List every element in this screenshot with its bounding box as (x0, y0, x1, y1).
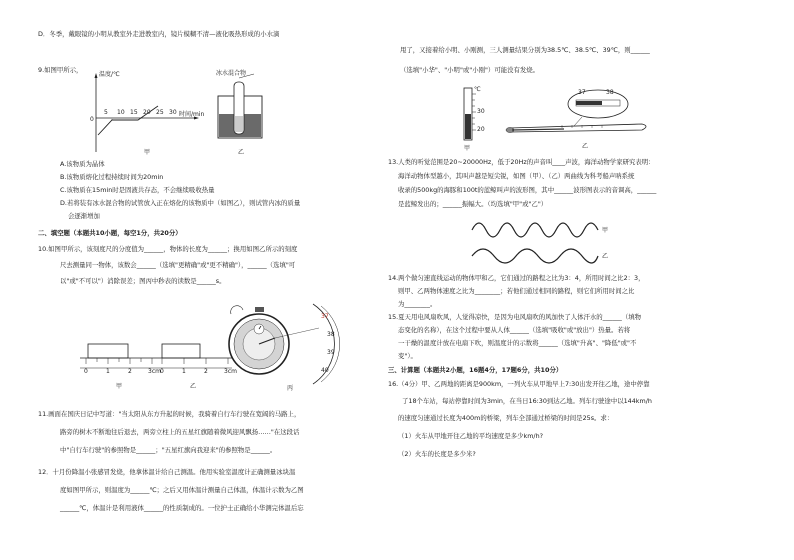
q9-graph-caption: 甲 (144, 149, 151, 156)
ruler-jia (78, 340, 161, 390)
tick-20: 20 (143, 109, 151, 116)
q14-line-2: 则甲、乙两物体速度之比为________；若他们通过相同的路程，则它们所用时间之比 (398, 287, 635, 295)
ruler-yi-0: 0 (160, 368, 164, 375)
crown (255, 307, 264, 312)
scale-39: 39 (327, 349, 335, 356)
y-arrow-icon (95, 73, 98, 78)
ruler-jia-3: 3cm (148, 368, 161, 375)
thermo-jia-20: 20 (477, 126, 485, 133)
q15-line-1: 15.夏天用电风扇吹风，人觉得凉快，是因为电风扇吹的风加快了人体汗水的______（填物 (388, 313, 642, 321)
ruler-jia-0: 0 (84, 368, 88, 375)
q11-line-2: 路旁的树木不断地往后退去，两旁立柱上的五星红旗随着微风迎风飘扬……"在这段话 (60, 428, 300, 436)
q9-stem: 9.如图甲所示， (38, 66, 83, 74)
q16-sub-2: （2）火车的长度是多少米? (398, 450, 476, 458)
q13-line-2: 海洋动物体型越小，其叫声越是短尖锐，如图（甲）、（乙）两曲线为科考船声呐系统 (398, 172, 635, 180)
q15-line-4: 变"）。 (398, 352, 417, 360)
q16-line-3: 的速度匀速通过长度为400m的桥梁，列车全部通过桥梁的时间是25s。求： (398, 414, 614, 422)
ruler-jia-1: 1 (106, 368, 110, 375)
q14-line-1: 14.两个做匀速直线运动的物体甲和乙，它们通过的路程之比为3：4，所用时间之比2：3， (388, 274, 645, 282)
ruler-yi-2: 2 (204, 368, 208, 375)
thermo-jia-unit: ℃ (474, 86, 481, 93)
q10-line-3: 以"或"不可以"）消除误差；图丙中秒表的读数是______s。 (60, 277, 226, 285)
q15-line-2: 态变化的名称），在这个过程中要从人体______（选填"吸收"或"放出"）热量。若将 (398, 326, 631, 334)
ruler-yi-3: 3cm (224, 368, 237, 375)
q9-ylabel: 温度/℃ (99, 71, 120, 78)
q10-line-2: 尺去测量同一物体，该数会______（选填"更精确"或"更不精确"），______（选填"可 (60, 261, 296, 269)
q9-option-d: D.若将装有冰水混合物的试管放入正在熔化的该物质中（如图乙），则试管内冰的质量 (60, 199, 301, 207)
q13-line-1: 13.人类的听觉范围是20~20000Hz，低于20Hz的声音叫____声波，海洋动物学家研究表明： (388, 158, 655, 166)
scale-40: 40 (321, 367, 329, 374)
magnified-liquid (576, 101, 602, 105)
object-block (88, 344, 128, 358)
q13-line-4: 是蓝鲸发出的；______振幅大。（均选填"甲"或"乙"） (398, 200, 548, 208)
button-left (231, 306, 243, 314)
wave-yi (472, 249, 598, 263)
stopwatch (223, 298, 343, 396)
q9-option-c: C.该物质在15min时是固液共存态，不会继续吸收热量 (60, 186, 215, 194)
thermo-yi-38: 38 (606, 89, 614, 96)
tick-25: 25 (156, 109, 164, 116)
q9-option-b: B.该物质熔化过程持续时间为20min (60, 173, 164, 181)
tick-0: 0 (90, 116, 94, 123)
q16-line-2: 了18个车站，每站停靠时间为3min，在当日16:30到达乙地。列车行驶途中以144km/h (402, 397, 652, 405)
thermometer-jia (450, 84, 490, 154)
q9-graph (84, 68, 214, 158)
tick-10: 10 (117, 109, 125, 116)
tick-5: 5 (104, 109, 108, 116)
clinical-thermometer (510, 124, 646, 132)
stopwatch-caption: 丙 (287, 385, 294, 392)
wave-jia (472, 223, 598, 237)
q12-cont-line-1: 甩了，又接着给小明、小刚测，三人测量结果分别为38.5℃、38.5℃、39℃，则______ (400, 46, 650, 54)
waveforms (470, 218, 630, 268)
beaker-label: 冰水混合物 (216, 70, 247, 77)
beaker-caption: 乙 (238, 149, 245, 156)
q12-line-3: ______℃，体温计是利用液体______的性质制成的。一位护士正确给小华测完体温后忘 (60, 504, 304, 512)
ruler-ticks (162, 358, 228, 364)
q12-line-2: 度如图甲所示，则温度为______℃；之后又用体温计测量自己体温，体温计示数为乙图 (60, 486, 304, 494)
q9-xlabel: 时间/min (179, 111, 205, 118)
q9-beaker-figure (206, 68, 276, 158)
thermo-jia-caption: 甲 (464, 145, 471, 152)
q12-cont-line-2: （选填"小华"、"小明"或"小刚"）可能没有发烧。 (400, 66, 540, 74)
ruler-yi-1: 1 (182, 368, 186, 375)
object-block (162, 344, 200, 358)
tick-30: 30 (169, 109, 177, 116)
wave-label-yi: 乙 (602, 253, 609, 260)
q13-line-3: 收录的500kg的海豚和100t的蓝鲸叫声的波形图，其中______波形图表示的音调高，______ (398, 186, 657, 194)
ruler-jia-2: 2 (128, 368, 132, 375)
q14-line-3: 为________。 (398, 300, 437, 308)
q15-line-3: 一干燥的温度计放在电扇下吹，则温度计的示数将______（选填"升高"、"降低"或"不 (398, 339, 637, 347)
thermo-ticks (472, 94, 476, 130)
scale-38: 38 (327, 331, 335, 338)
scale-37: 37 (321, 313, 329, 320)
q16-sub-1: （1）火车从甲地开往乙地的平均速度是多少km/h? (398, 432, 544, 440)
ruler-yi (154, 340, 237, 390)
thermo-yi-caption: 乙 (582, 143, 589, 150)
tube-content (235, 116, 243, 132)
ruler-ticks (86, 358, 152, 364)
thermo-liquid (465, 114, 471, 139)
wave-label-jia: 甲 (602, 227, 609, 234)
tick-15: 15 (130, 109, 138, 116)
q9-option-d-cont: 会逐渐增加 (68, 212, 100, 220)
thermo-jia-30: 30 (477, 108, 485, 115)
beaker-svg (206, 68, 276, 158)
q8-option-d: D．冬季，戴眼镜的小明从教室外走进教室内，镜片模糊不清—液化吸热形成的小水滴 (38, 30, 280, 38)
q12-line-1: 12．十月份降温小张感冒发烧，他拿体温计给自己测温。他用实验室温度计正确测量冰块温 (38, 468, 296, 476)
bubble-tail (574, 117, 582, 126)
q9-option-a: A.该物质为晶体 (60, 160, 105, 168)
leader-line (239, 74, 254, 78)
q10-line-1: 10.如图甲所示，该刻度尺的分度值为______，物体的长度为______；换用如图乙所示的刻度 (38, 245, 298, 253)
q11-line-1: 11.画面在国庆日记中写道："当太阳从东方升起的时候，我骑着自行车行驶在宽阔的马路上， (38, 410, 301, 418)
q16-line-1: 16.（4分）甲、乙两地的距离是900km，一列火车从甲地早上7:30出发开往乙地，途中停靠 (388, 380, 650, 388)
q11-line-3: 中"自行车行驶"的参照物是______；"五星红旗向我迎来"的参照物是______。 (60, 446, 277, 454)
thermo-yi-37: 37 (578, 89, 586, 96)
section-2-heading: 二、填空题（本题共10小题，每空1分，共20分） (38, 229, 182, 237)
ruler-yi-caption: 乙 (190, 383, 197, 390)
ruler-jia-caption: 甲 (116, 383, 123, 390)
thermometer-yi (502, 86, 672, 156)
section-3-heading: 三、计算题（本题共2小题，16题4分，17题6分，共10分） (388, 366, 563, 374)
